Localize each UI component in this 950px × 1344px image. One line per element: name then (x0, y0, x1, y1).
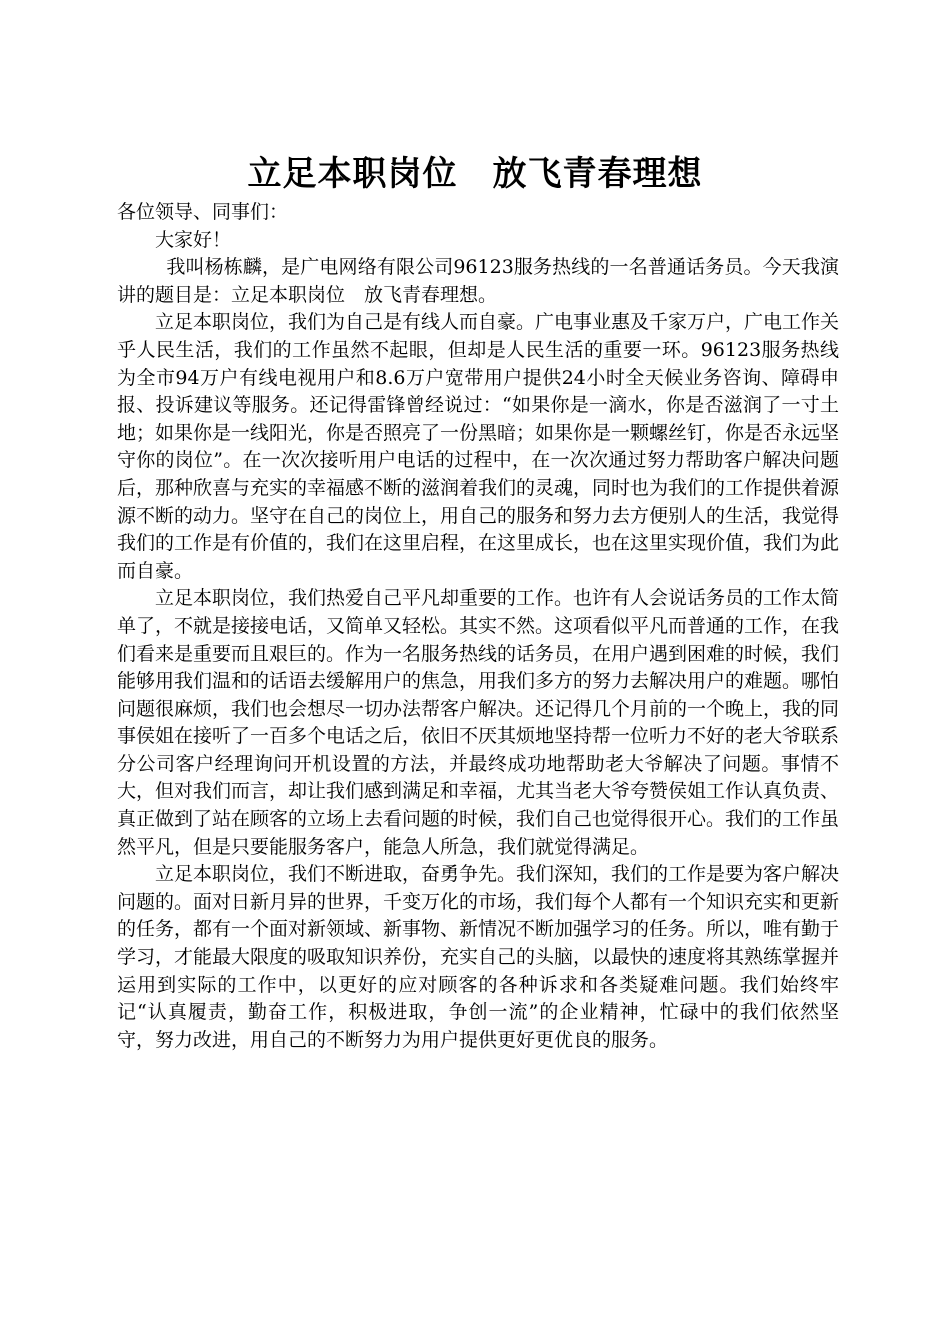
salutation: 各位领导、同事们： (117, 201, 289, 223)
document-title: 立足本职岗位 放飞青春理想 (247, 154, 703, 194)
paragraph-greeting: 大家好！ (155, 228, 232, 251)
document-body (117, 199, 839, 1054)
paragraph-pride: 立足本职岗位，我们为自己是有线人而自豪。广电事业惠及千家万户，广电工作关乎人民生活，我们的工作虽然不起眼，但却是人民生活的重要一环。96123服务热线为全市94万户有线电视用户和8.6万户宽带用户提供24小时全天候业务咨询、障碍申报、投诉建议等服务。还记得雷锋曾经说过：“如果你是一滴水，你是否滋润了一寸土地；如果你是一线阳光，你是否照亮了一份黑暗；如果你是一颗螺丝钉，你是否永远坚守你的岗位”。在一次次接听用户电话的过程中，在一次次通过努力帮助客户解决问题后，那种欣喜与充实的幸福感不断的滋润着我们的灵魂，同时也为我们的工作提供着源源不断的动力。坚守在自己的岗位上，用自己的服务和努力去方便别人的生活，我觉得我们的工作是有价值的，我们在这里启程，在这里成长，也在这里实现价值，我们为此而自豪。 (117, 311, 840, 582)
paragraph-love-work: 立足本职岗位，我们热爱自己平凡却重要的工作。也许有人会说话务员的工作太简单了，不就是接接电话，又简单又轻松。其实不然。这项看似平凡而普通的工作，在我们看来是重要而且艰巨的。作为一名服务热线的话务员，在用户遇到困难的时候，我们能够用我们温和的话语去缓解用户的焦急，用我们多方的努力去解决用户的难题。哪怕问题很麻烦，我们也会想尽一切办法帮客户解决。还记得几个月前的一个晚上，我的同事侯姐在接听了一百多个电话之后，依旧不厌其烦地坚持帮一位听力不好的老大爷联系分公司客户经理询问开机设置的方法，并最终成功地帮助老大爷解决了问题。事情不大，但对我们而言，却让我们感到满足和幸福，尤其当老大爷夸赞侯姐工作认真负责、真正做到了站在顾客的立场上去看问题的时候，我们自己也觉得很开心。我们的工作虽然平凡，但是只要能服务客户，能急人所急，我们就觉得满足。 (117, 587, 840, 858)
paragraph-progress: 立足本职岗位，我们不断进取，奋勇争先。我们深知，我们的工作是要为客户解决问题的。面对日新月异的世界，千变万化的市场，我们每个人都有一个知识充实和更新的任务，都有一个面对新领域、新事物、新情况不断加强学习的任务。所以，唯有勤于学习，才能最大限度的吸取知识养份，充实自己的头脑，以最快的速度将其熟练掌握并运用到实际的工作中，以更好的应对顾客的各种诉求和各类疑难问题。我们始终牢记“认真履责，勤奋工作，积极进取，争创一流”的企业精神，忙碌中的我们依然坚守，努力改进，用自己的不断努力为用户提供更好更优良的服务。 (117, 863, 840, 1051)
paragraph-introduction: 我叫杨栋麟，是广电网络有限公司96123服务热线的一名普通话务员。今天我演讲的题目是：立足本职岗位 放飞青春理想。 (117, 256, 839, 306)
